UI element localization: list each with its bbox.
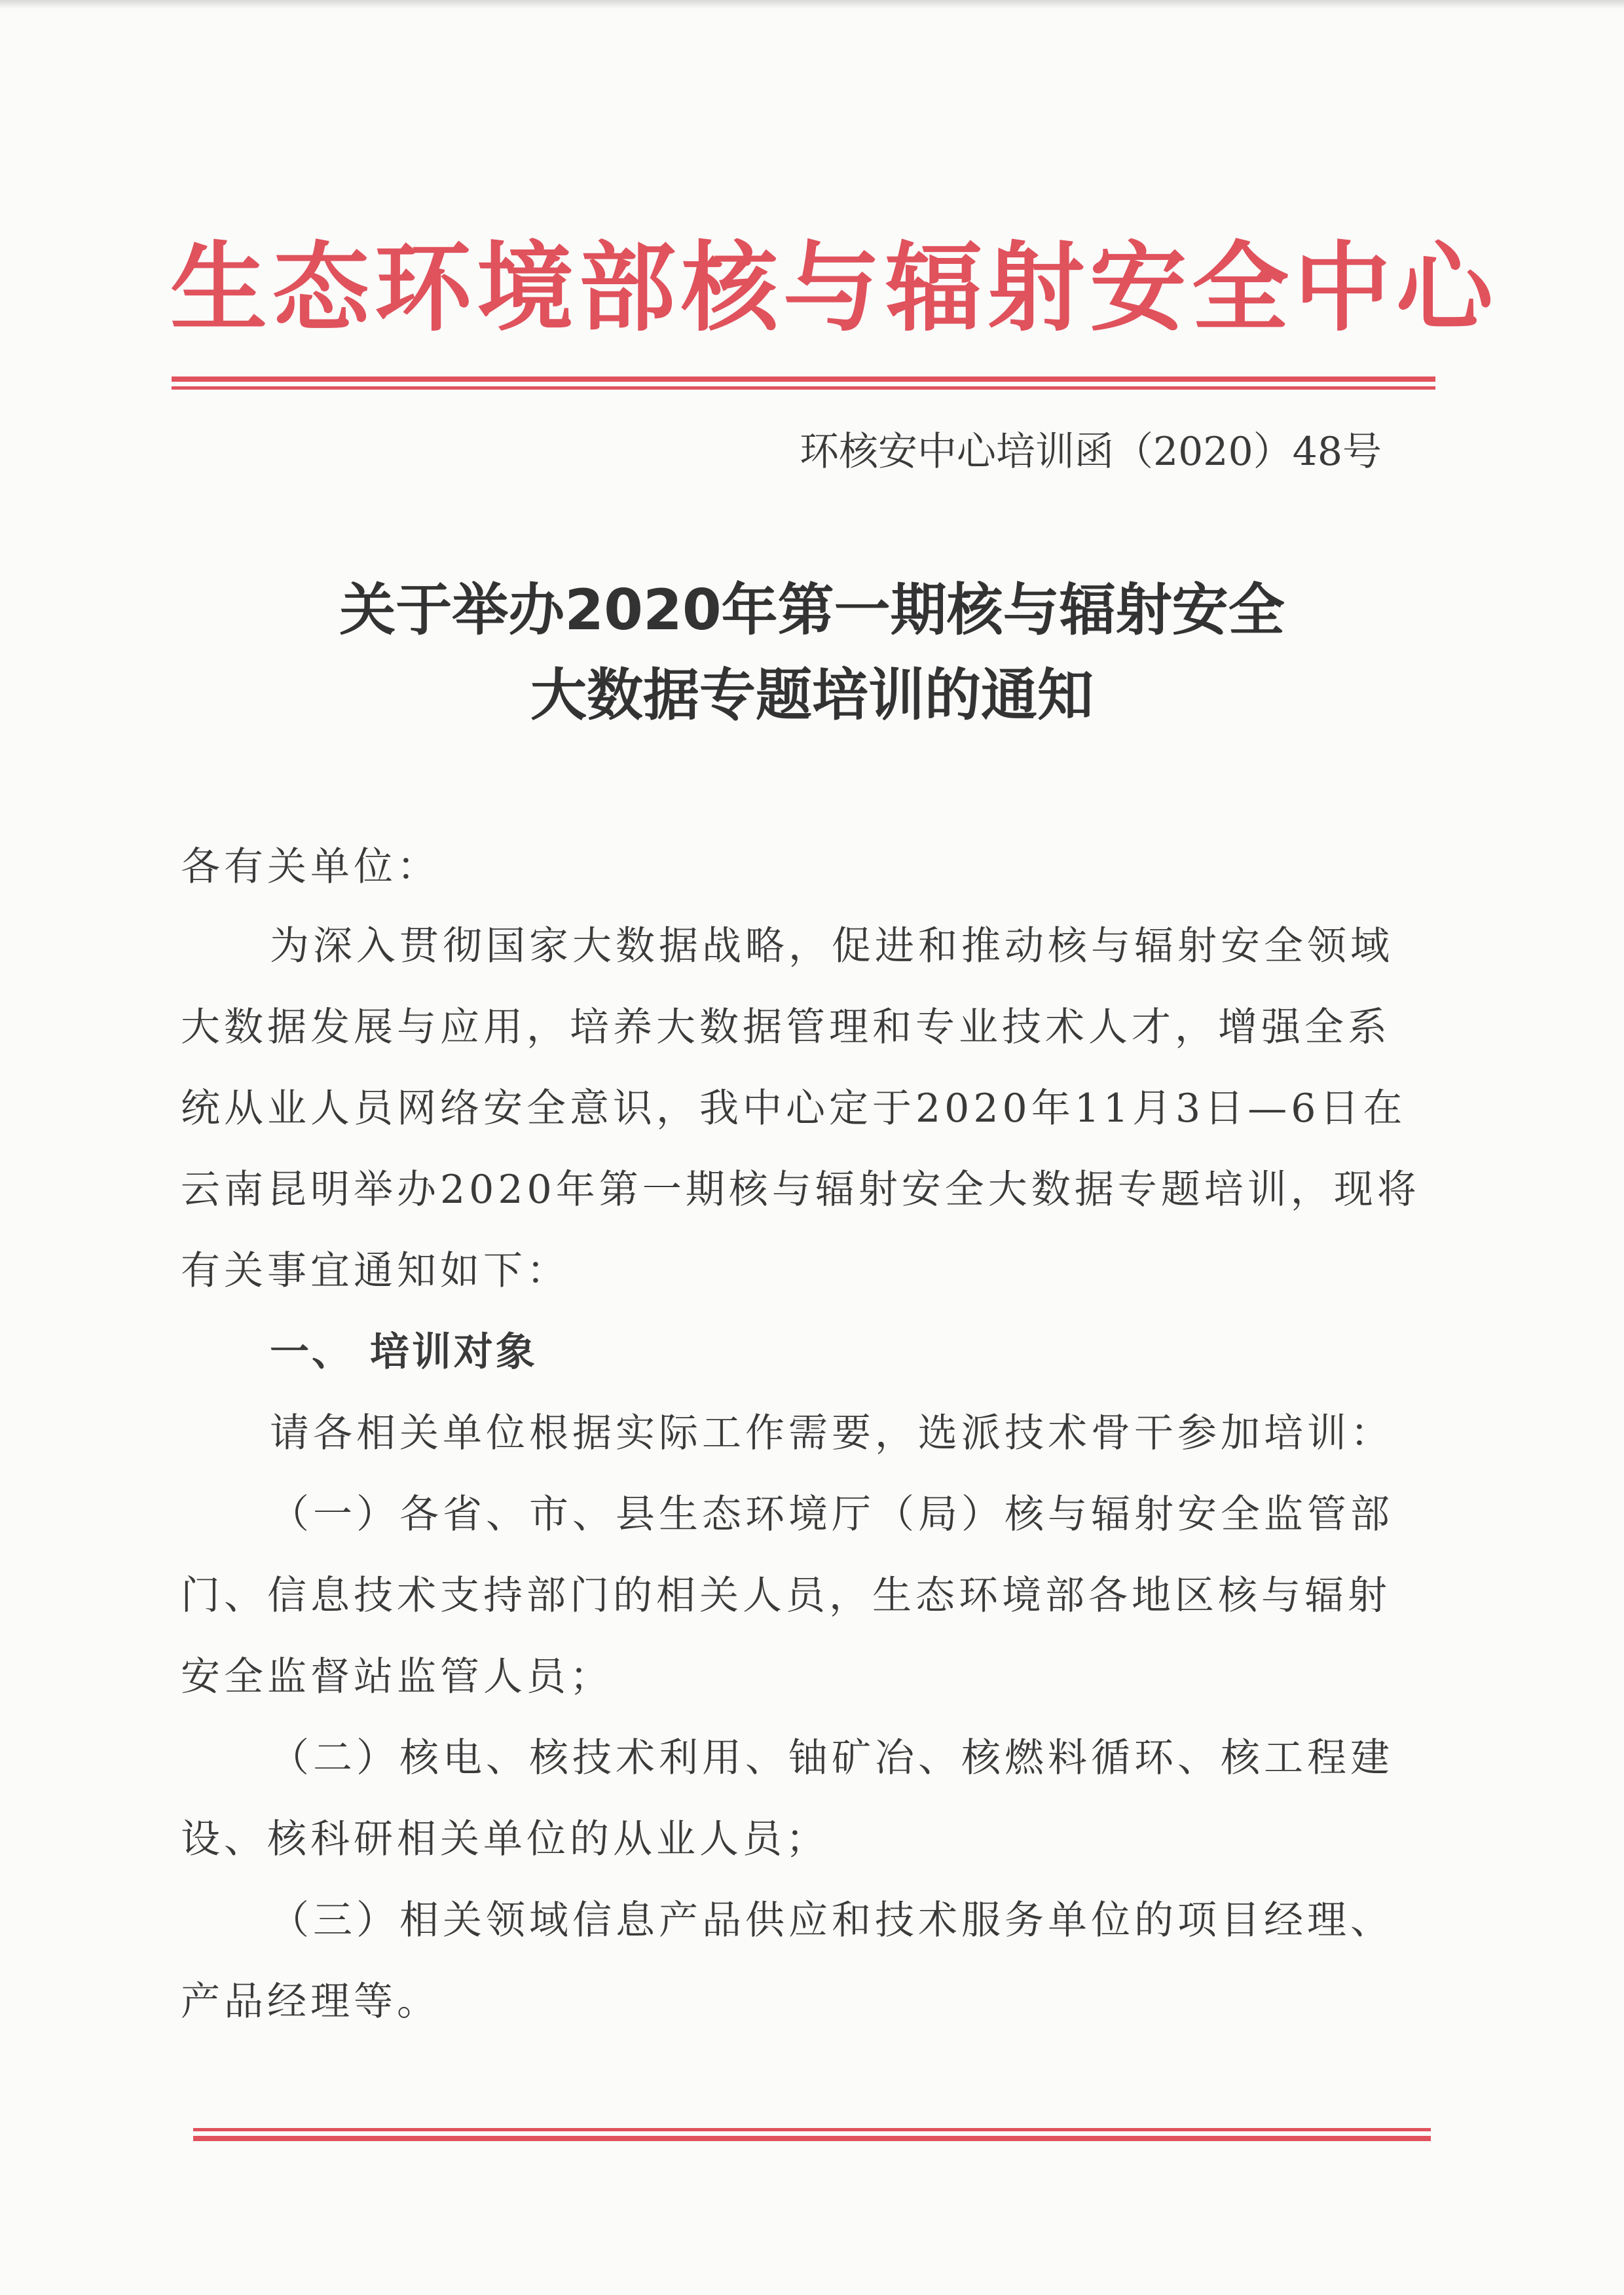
- intro-line: 为深入贯彻国家大数据战略，促进和推动核与辐射安全领域: [270, 923, 1393, 969]
- section-1-lead: 请各相关单位根据实际工作需要，选派技术骨干参加培训：: [270, 1410, 1393, 1456]
- notice-title-line-1: 关于举办2020年第一期核与辐射安全: [339, 578, 1285, 643]
- item-1-line: （一）各省、市、县生态环境厅（局）核与辐射安全监管部: [270, 1492, 1393, 1537]
- letterhead-rule-top-thin: [172, 386, 1435, 390]
- notice-title-line-2: 大数据专题培训的通知: [530, 663, 1094, 728]
- item-3-line: 产品经理等。: [181, 1979, 440, 2025]
- footer-rule: [193, 2136, 1431, 2141]
- scan-edge-shadow: [0, 0, 1624, 9]
- item-1-line: 门、信息技术支持部门的相关人员，生态环境部各地区核与辐射: [181, 1573, 1391, 1619]
- letterhead-org-name: 生态环境部核与辐射安全中心: [170, 232, 1498, 344]
- intro-line: 统从业人员网络安全意识，我中心定于2020年11月3日—6日在: [181, 1086, 1407, 1131]
- item-3-line: （三）相关领域信息产品供应和技术服务单位的项目经理、: [270, 1898, 1393, 1943]
- section-1-heading: 一、 培训对象: [270, 1329, 538, 1375]
- intro-line: 云南昆明举办2020年第一期核与辐射安全大数据专题培训，现将: [181, 1167, 1420, 1213]
- salutation: 各有关单位：: [181, 844, 440, 890]
- document-number: 环核安中心培训函（2020）48号: [799, 429, 1382, 475]
- intro-line: 大数据发展与应用，培养大数据管理和专业技术人才，增强全系: [181, 1004, 1391, 1050]
- item-2-line: 设、核科研相关单位的从业人员；: [181, 1816, 829, 1862]
- footer-rule-thin: [193, 2128, 1431, 2131]
- intro-line: 有关事宜通知如下：: [181, 1248, 570, 1294]
- letterhead-rule-top: [172, 376, 1435, 382]
- item-1-line: 安全监督站监管人员；: [181, 1654, 613, 1700]
- item-2-line: （二）核电、核技术利用、铀矿冶、核燃料循环、核工程建: [270, 1735, 1393, 1781]
